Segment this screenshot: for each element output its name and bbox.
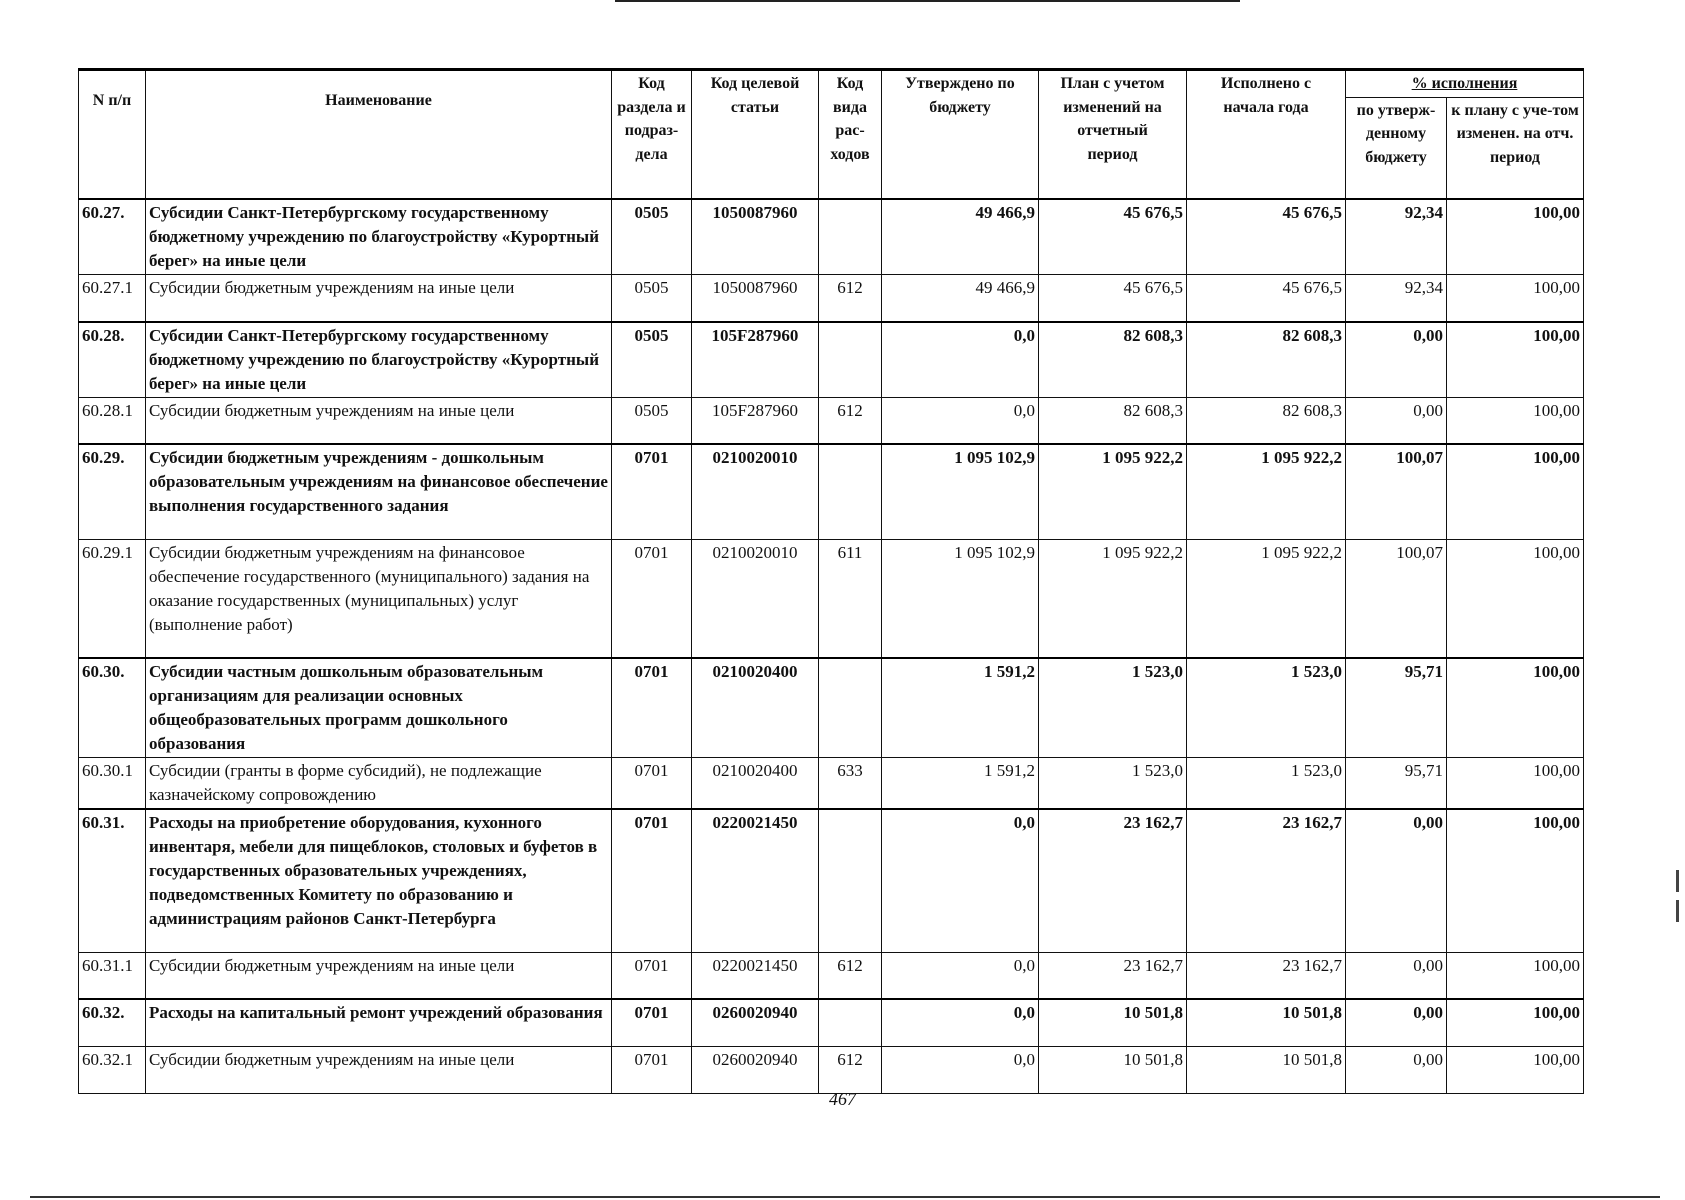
row-expense-type-code	[819, 809, 882, 952]
row-plan: 1 523,0	[1039, 658, 1187, 758]
row-pct-plan: 100,00	[1447, 397, 1584, 444]
row-pct-plan: 100,00	[1447, 658, 1584, 758]
row-pct-budget: 95,71	[1346, 658, 1447, 758]
row-section-code: 0505	[612, 397, 692, 444]
table-row	[79, 1046, 1584, 1093]
page-number: 467	[829, 1089, 856, 1109]
row-expense-type-code: 612	[819, 1046, 882, 1093]
row-pct-budget: 92,34	[1346, 199, 1447, 275]
row-num: 60.28.	[79, 322, 146, 398]
row-pct-plan: 100,00	[1447, 758, 1584, 810]
row-approved: 0,0	[882, 1046, 1039, 1093]
header-approved: Утверждено по бюджету	[882, 70, 1039, 200]
table-body	[79, 199, 1584, 1093]
row-pct-budget: 0,00	[1346, 999, 1447, 1046]
row-approved: 1 095 102,9	[882, 539, 1039, 658]
row-expense-type-code: 612	[819, 397, 882, 444]
row-num: 60.30.	[79, 658, 146, 758]
row-section-code: 0701	[612, 758, 692, 810]
row-num: 60.29.1	[79, 539, 146, 658]
header-pct-plan: к плану с уче-том изменен. на отч. период	[1447, 97, 1584, 199]
row-pct-budget: 0,00	[1346, 1046, 1447, 1093]
table-row	[79, 444, 1584, 539]
row-target-code: 0220021450	[692, 952, 819, 999]
header-num: N п/п	[79, 70, 146, 200]
scan-mark	[1676, 870, 1679, 892]
row-executed: 1 523,0	[1187, 758, 1346, 810]
row-num: 60.31.1	[79, 952, 146, 999]
row-section-code: 0701	[612, 1046, 692, 1093]
row-plan: 10 501,8	[1039, 1046, 1187, 1093]
row-approved: 49 466,9	[882, 275, 1039, 322]
row-pct-plan: 100,00	[1447, 275, 1584, 322]
row-approved: 0,0	[882, 322, 1039, 398]
table-row	[79, 999, 1584, 1046]
row-approved: 0,0	[882, 809, 1039, 952]
row-name: Субсидии Санкт-Петербургскому государственному бюджетному учреждению по благоустройству «Курортный берег» на иные цели	[146, 199, 612, 275]
row-target-code: 1050087960	[692, 199, 819, 275]
row-pct-budget: 0,00	[1346, 809, 1447, 952]
row-pct-budget: 0,00	[1346, 952, 1447, 999]
row-pct-budget: 95,71	[1346, 758, 1447, 810]
row-name: Субсидии бюджетным учреждениям на иные цели	[146, 1046, 612, 1093]
row-pct-plan: 100,00	[1447, 444, 1584, 539]
row-executed: 82 608,3	[1187, 397, 1346, 444]
table-row	[79, 539, 1584, 658]
row-name: Субсидии (гранты в форме субсидий), не подлежащие казначейскому сопровождению	[146, 758, 612, 810]
row-name: Субсидии Санкт-Петербургскому государственному бюджетному учреждению по благоустройству «Курортный берег» на иные цели	[146, 322, 612, 398]
row-expense-type-code: 633	[819, 758, 882, 810]
row-plan: 1 095 922,2	[1039, 444, 1187, 539]
row-pct-plan: 100,00	[1447, 952, 1584, 999]
row-target-code: 0210020400	[692, 658, 819, 758]
row-executed: 10 501,8	[1187, 999, 1346, 1046]
row-executed: 1 095 922,2	[1187, 444, 1346, 539]
header-executed: Исполнено с начала года	[1187, 70, 1346, 200]
row-expense-type-code: 612	[819, 952, 882, 999]
row-expense-type-code	[819, 322, 882, 398]
row-pct-budget: 92,34	[1346, 275, 1447, 322]
row-section-code: 0701	[612, 539, 692, 658]
table-row	[79, 952, 1584, 999]
header-name: Наименование	[146, 70, 612, 200]
row-target-code: 105F287960	[692, 322, 819, 398]
row-section-code: 0505	[612, 199, 692, 275]
header-expense-type-code: Код вида рас-ходов	[819, 70, 882, 200]
row-num: 60.29.	[79, 444, 146, 539]
row-target-code: 1050087960	[692, 275, 819, 322]
row-num: 60.30.1	[79, 758, 146, 810]
row-pct-plan: 100,00	[1447, 539, 1584, 658]
row-pct-plan: 100,00	[1447, 322, 1584, 398]
row-num: 60.32.	[79, 999, 146, 1046]
row-section-code: 0505	[612, 275, 692, 322]
row-section-code: 0701	[612, 658, 692, 758]
header-target-code: Код целевой статьи	[692, 70, 819, 200]
row-plan: 45 676,5	[1039, 199, 1187, 275]
row-pct-plan: 100,00	[1447, 999, 1584, 1046]
table-row	[79, 275, 1584, 322]
row-target-code: 0210020400	[692, 758, 819, 810]
row-plan: 23 162,7	[1039, 809, 1187, 952]
row-name: Субсидии бюджетным учреждениям - дошкольным образовательным учреждениям на финансовое обеспечение выполнения государственного задания	[146, 444, 612, 539]
row-expense-type-code	[819, 999, 882, 1046]
row-executed: 82 608,3	[1187, 322, 1346, 398]
row-pct-budget: 0,00	[1346, 322, 1447, 398]
header-plan: План с учетом изменений на отчетный период	[1039, 70, 1187, 200]
row-expense-type-code	[819, 444, 882, 539]
row-pct-budget: 0,00	[1346, 397, 1447, 444]
row-name: Субсидии частным дошкольным образовательным организациям для реализации основных общеобразовательных программ дошкольного образования	[146, 658, 612, 758]
row-name: Субсидии бюджетным учреждениям на иные цели	[146, 275, 612, 322]
row-target-code: 0260020940	[692, 999, 819, 1046]
row-name: Расходы на капитальный ремонт учреждений образования	[146, 999, 612, 1046]
row-target-code: 0260020940	[692, 1046, 819, 1093]
row-approved: 0,0	[882, 952, 1039, 999]
scan-edge-bottom	[30, 1196, 1660, 1198]
table-row	[79, 322, 1584, 398]
row-plan: 45 676,5	[1039, 275, 1187, 322]
row-num: 60.28.1	[79, 397, 146, 444]
table-row	[79, 809, 1584, 952]
row-section-code: 0505	[612, 322, 692, 398]
row-executed: 45 676,5	[1187, 275, 1346, 322]
row-expense-type-code	[819, 199, 882, 275]
table-row	[79, 397, 1584, 444]
row-name: Субсидии бюджетным учреждениям на иные цели	[146, 397, 612, 444]
row-executed: 1 095 922,2	[1187, 539, 1346, 658]
header-section-code: Код раздела и подраз-дела	[612, 70, 692, 200]
row-plan: 82 608,3	[1039, 322, 1187, 398]
scan-edge-top	[615, 0, 1240, 2]
row-pct-plan: 100,00	[1447, 199, 1584, 275]
row-section-code: 0701	[612, 809, 692, 952]
row-pct-budget: 100,07	[1346, 444, 1447, 539]
row-target-code: 0210020010	[692, 444, 819, 539]
row-executed: 45 676,5	[1187, 199, 1346, 275]
row-executed: 23 162,7	[1187, 809, 1346, 952]
row-plan: 82 608,3	[1039, 397, 1187, 444]
row-executed: 10 501,8	[1187, 1046, 1346, 1093]
header-percent-execution: % исполнения	[1346, 70, 1584, 98]
row-section-code: 0701	[612, 444, 692, 539]
row-expense-type-code: 611	[819, 539, 882, 658]
row-plan: 1 523,0	[1039, 758, 1187, 810]
scan-mark	[1676, 900, 1679, 922]
row-num: 60.32.1	[79, 1046, 146, 1093]
row-approved: 1 095 102,9	[882, 444, 1039, 539]
row-plan: 23 162,7	[1039, 952, 1187, 999]
row-target-code: 105F287960	[692, 397, 819, 444]
row-name: Расходы на приобретение оборудования, кухонного инвентаря, мебели для пищеблоков, столовых и буфетов в государственных образовательных учреждениях, подведомственных Комитету по образованию и администрациям районов Санкт-Петербурга	[146, 809, 612, 952]
row-approved: 1 591,2	[882, 658, 1039, 758]
row-plan: 10 501,8	[1039, 999, 1187, 1046]
row-pct-plan: 100,00	[1447, 809, 1584, 952]
row-num: 60.27.1	[79, 275, 146, 322]
row-expense-type-code	[819, 658, 882, 758]
row-approved: 49 466,9	[882, 199, 1039, 275]
row-section-code: 0701	[612, 999, 692, 1046]
row-approved: 0,0	[882, 397, 1039, 444]
row-section-code: 0701	[612, 952, 692, 999]
row-name: Субсидии бюджетным учреждениям на иные цели	[146, 952, 612, 999]
row-approved: 1 591,2	[882, 758, 1039, 810]
row-plan: 1 095 922,2	[1039, 539, 1187, 658]
table-row	[79, 199, 1584, 275]
row-num: 60.27.	[79, 199, 146, 275]
row-approved: 0,0	[882, 999, 1039, 1046]
budget-execution-table	[78, 68, 1584, 1094]
row-expense-type-code: 612	[819, 275, 882, 322]
row-target-code: 0220021450	[692, 809, 819, 952]
row-name: Субсидии бюджетным учреждениям на финансовое обеспечение государственного (муниципального) задания на оказание государственных (муниципальных) услуг (выполнение работ)	[146, 539, 612, 658]
header-pct-budget: по утверж-денному бюджету	[1346, 97, 1447, 199]
table-row	[79, 658, 1584, 758]
row-num: 60.31.	[79, 809, 146, 952]
row-executed: 1 523,0	[1187, 658, 1346, 758]
table-row	[79, 758, 1584, 810]
row-executed: 23 162,7	[1187, 952, 1346, 999]
row-pct-budget: 100,07	[1346, 539, 1447, 658]
row-pct-plan: 100,00	[1447, 1046, 1584, 1093]
row-target-code: 0210020010	[692, 539, 819, 658]
